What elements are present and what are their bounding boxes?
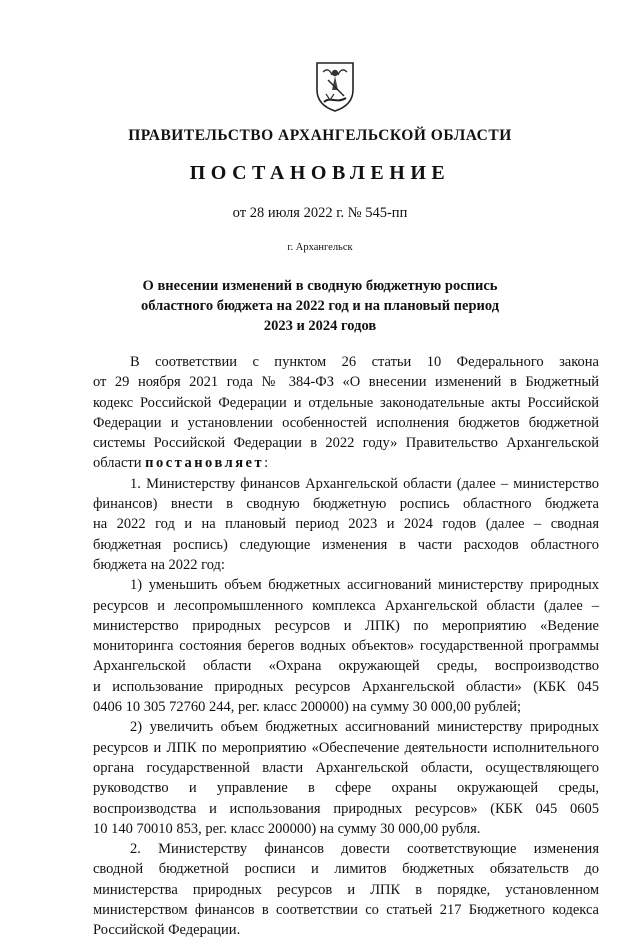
body-line: системы Российской Федерации в 2022 году» Правительство Архангельской bbox=[93, 435, 599, 452]
body-text: области bbox=[93, 455, 146, 472]
body-line: на 2022 год и на плановый период 2023 и 2024 годов (далее – сводная bbox=[93, 516, 599, 533]
body-line: 2) увеличить объем бюджетных ассигнований министерству природных bbox=[130, 719, 599, 736]
coat-of-arms-emblem bbox=[314, 60, 356, 112]
body-line: министерства природных ресурсов и ЛПК в порядке, установленном bbox=[93, 881, 599, 898]
body-line: от 29 ноября 2021 года № 384-ФЗ «О внесении изменений в Бюджетный bbox=[93, 374, 599, 391]
title-line: О внесении изменений в сводную бюджетную роспись bbox=[142, 278, 498, 294]
body-line: Федерации и установлении особенностей исполнения бюджетов бюджетной bbox=[93, 414, 599, 431]
decree-keyword: постановляет bbox=[145, 455, 265, 472]
document-type: ПОСТАНОВЛЕНИЕ bbox=[189, 162, 451, 184]
body-line: кодекс Российской Федерации и отдельные законодательные акты Российской bbox=[93, 394, 599, 411]
body-line: бюджета на 2022 год: bbox=[93, 556, 225, 573]
title-line: 2023 и 2024 годов bbox=[263, 318, 377, 334]
body-line: 0406 10 305 72760 244, рег. класс 200000) на сумму 30 000,00 рублей; bbox=[93, 699, 521, 716]
document-date-number: от 28 июля 2022 г. № 545-пп bbox=[232, 205, 408, 221]
body-line: мониторинга состояния берегов водных объектов» государственной программы bbox=[93, 638, 599, 655]
body-line: воспроизводства и использования природных ресурсов» (КБК 045 0605 bbox=[93, 800, 599, 817]
body-line: ресурсов и ЛПК по мероприятию «Обеспечение деятельности исполнительного bbox=[93, 739, 599, 756]
body-line: 1) уменьшить объем бюджетных ассигнований министерству природных bbox=[130, 577, 599, 594]
body-line bbox=[93, 453, 599, 473]
body-line: финансов) внести в сводную бюджетную роспись областного бюджета bbox=[93, 496, 599, 513]
body-line: министерство природных ресурсов и ЛПК) по мероприятию «Ведение bbox=[93, 617, 599, 634]
document-title bbox=[0, 276, 640, 336]
body-line: 2. Министерству финансов довести соответствующие изменения bbox=[130, 841, 599, 858]
body-line: бюджетная роспись) следующие изменения в части расходов областного bbox=[93, 536, 599, 553]
body-line: сводной бюджетной росписи и лимитов бюджетных обязательств до bbox=[93, 861, 599, 878]
body-line: руководство и управление в сфере охраны окружающей среды, bbox=[93, 780, 599, 797]
title-line: областного бюджета на 2022 год и на плановый период bbox=[140, 298, 500, 314]
organization-name: ПРАВИТЕЛЬСТВО АРХАНГЕЛЬСКОЙ ОБЛАСТИ bbox=[128, 127, 512, 144]
body-line: Архангельской области «Охрана окружающей среды, воспроизводство bbox=[93, 658, 599, 675]
body-line: и использование природных ресурсов Архангельской области» (КБК 045 bbox=[93, 678, 599, 695]
body-line: министерством финансов в соответствии со статьей 217 Бюджетного кодекса bbox=[93, 902, 599, 919]
body-line: Российской Федерации. bbox=[93, 922, 241, 939]
body-text: : bbox=[264, 455, 269, 472]
body-line: 10 140 70010 853, рег. класс 200000) на сумму 30 000,00 рубля. bbox=[93, 820, 481, 837]
body-line: В соответствии с пунктом 26 статьи 10 Федерального закона bbox=[130, 354, 599, 370]
document-city: г. Архангельск bbox=[287, 242, 353, 253]
body-line: ресурсов и лесопромышленного комплекса Архангельской области (далее – bbox=[93, 597, 599, 614]
document-body bbox=[93, 352, 599, 941]
body-line: 1. Министерству финансов Архангельской области (далее – министерство bbox=[130, 475, 599, 492]
body-line: органа государственной власти Архангельской области, осуществляющего bbox=[93, 759, 599, 776]
